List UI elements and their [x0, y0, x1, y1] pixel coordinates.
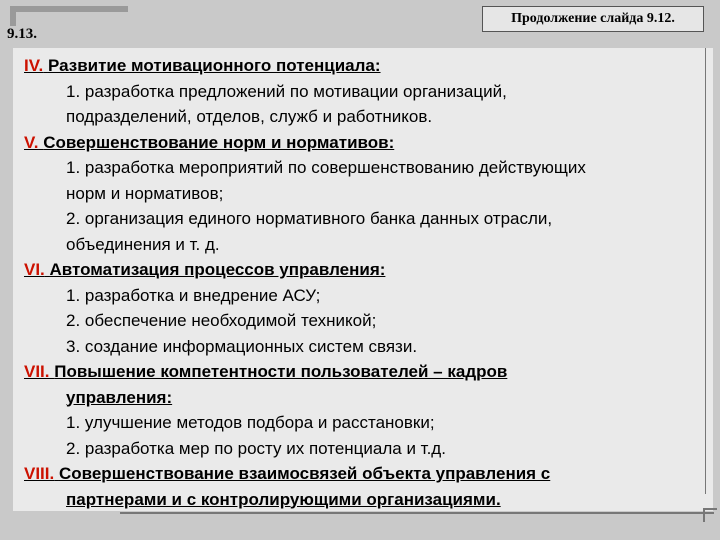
- continuation-label: Продолжение слайда 9.12.: [482, 6, 704, 32]
- section-numeral: IV.: [24, 56, 44, 75]
- section-numeral: VI.: [24, 260, 45, 279]
- slide-content: [24, 53, 712, 512]
- left-decorative-bar: [10, 6, 16, 26]
- section-heading-iv: [24, 53, 712, 79]
- bottom-rule: [120, 512, 714, 514]
- list-item: норм и нормативов;: [66, 183, 224, 203]
- list-item: объединения и т. д.: [66, 234, 220, 254]
- top-decorative-bar: [10, 6, 128, 12]
- list-item: подразделений, отделов, служб и работников.: [66, 107, 433, 126]
- section-heading-vi: [24, 257, 712, 283]
- slide-number: 9.13.: [7, 26, 37, 42]
- list-item: 2. обеспечение необходимой техникой;: [66, 311, 377, 330]
- list-item: 3. создание информационных систем связи.: [66, 336, 418, 356]
- section-title: Автоматизация процессов управления:: [49, 260, 386, 279]
- section-heading-vii: [24, 359, 712, 385]
- list-item: 1. разработка мероприятий по совершенствованию действующих: [66, 158, 586, 177]
- section-heading-v: [24, 130, 712, 156]
- list-item: 1. разработка предложений по мотивации организаций,: [66, 81, 507, 101]
- list-item: 1. улучшение методов подбора и расстановки;: [66, 413, 435, 432]
- section-title: Совершенствование норм и нормативов:: [43, 132, 395, 152]
- section-numeral: V.: [24, 132, 39, 152]
- section-title-continuation: партнерами и с контролирующими организациями.: [66, 489, 501, 509]
- section-title-continuation: управления:: [66, 387, 173, 407]
- section-title: Совершенствование взаимосвязей объекта управления с: [58, 464, 551, 483]
- section-title: Развитие мотивационного потенциала:: [47, 56, 381, 75]
- list-item: 2. организация единого нормативного банка данных отрасли,: [66, 209, 553, 228]
- list-item: 2. разработка мер по росту их потенциала и т.д.: [66, 438, 446, 458]
- section-numeral: VII.: [24, 362, 50, 381]
- section-numeral: VIII.: [24, 464, 55, 483]
- section-title: Повышение компетентности пользователей – кадров: [54, 362, 508, 381]
- list-item: 1. разработка и внедрение АСУ;: [66, 285, 321, 305]
- section-heading-viii: [24, 461, 712, 487]
